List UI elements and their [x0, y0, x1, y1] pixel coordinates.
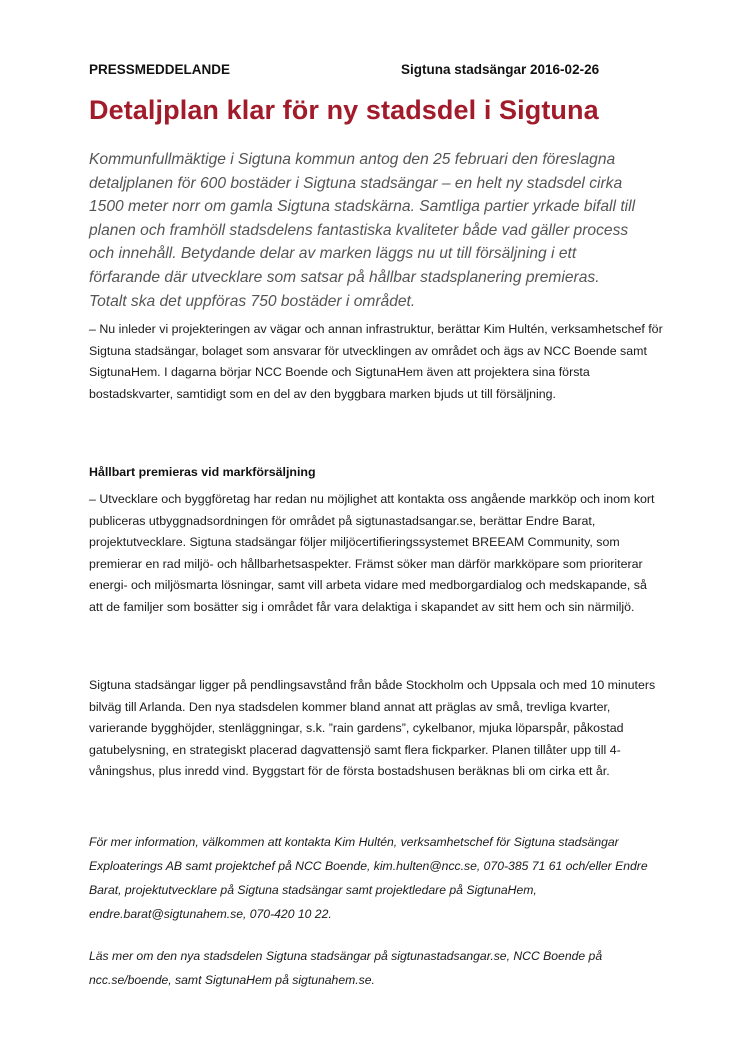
dateline: Sigtuna stadsängar 2016-02-26 [401, 62, 600, 77]
page-title: Detaljplan klar för ny stadsdel i Sigtuna [89, 95, 599, 125]
document-type-label: PRESSMEDDELANDE [89, 62, 231, 77]
contact-information: För mer information, välkommen att kontakta Kim Hultén, verksamhetschef för Sigtuna stadsängar Exploaterings AB samt projektchef på NCC Boende, kim.hulten@ncc.se, 070-385 71 61 och/eller Endre Barat, projektutvecklare på Sigtuna stadsängar samt projektledare på SigtunaHem, endre.barat@sigtunahem.se, 070-420 10 22. [89, 835, 648, 921]
read-more-links: Läs mer om den nya stadsdelen Sigtuna stadsängar på sigtunastadsangar.se, NCC Boende på ncc.se/boende, samt SigtunaHem på sigtunahem.se. [89, 949, 603, 987]
lead-paragraph: Kommunfullmäktige i Sigtuna kommun antog den 25 februari den föreslagna detaljplanen för 600 bostäder i Sigtuna stadsängar – en helt ny stadsdel cirka 1500 meter norr om gamla Sigtuna stadskärna. Samtliga partier yrkade bifall till planen och framhöll stadsdelens fantastiska kvaliteter både vad gäller process och innehåll. Betydande delar av marken läggs nu ut till försäljning i ett förfarande där utvecklare som satsar på hållbar stadsplanering premieras. Totalt ska det uppföras 750 bostäder i området. [89, 151, 636, 310]
header [89, 62, 669, 82]
section-subheading: Hållbart premieras vid markförsäljning [89, 465, 316, 479]
body-paragraph-3: Sigtuna stadsängar ligger på pendlingsavstånd från både Stockholm och Uppsala och med 10 minuters bilväg till Arlanda. Den nya stadsdelen kommer bland annat att präglas av små, trevliga kvarter, varierande bygghöjder, stenläggningar, s.k. ”rain gardens”, cykelbanor, mjuka löparspår, påkostad gatubelysning, en strategiskt placerad dagvattensjö samt flera fickparker. Planen tillåter upp till 4-våningshus, plus inredd vind. Byggstart för de första bostadshusen beräknas bli om cirka ett år. [89, 678, 656, 779]
body-paragraph-1: – Nu inleder vi projekteringen av vägar och annan infrastruktur, berättar Kim Hultén, verksamhetschef för Sigtuna stadsängar, bolaget som ansvarar för utvecklingen av området och ägs av NCC Boende samt SigtunaHem. I dagarna börjar NCC Boende och SigtunaHem även att projektera sina första bostadskvarter, samtidigt som en del av den byggbara marken bjuds ut till försäljning. [89, 322, 663, 401]
body-paragraph-2: – Utvecklare och byggföretag har redan nu möjlighet att kontakta oss angående markköp och inom kort publiceras utbyggnadsordningen för området på sigtunastadsangar.se, berättar Endre Barat, projektutvecklare. Sigtuna stadsängar följer miljöcertifieringssystemet BREEAM Community, som premierar en rad miljö- och hållbarhetsaspekter. Främst söker man därför markköpare som prioriterar energi- och miljösmarta lösningar, samt vill arbeta vidare med medborgardialog och medskapande, så att de familjer som bosätter sig i området får vara delaktiga i skapandet av sitt hem och sin närmiljö. [89, 492, 655, 614]
press-release-page [89, 62, 669, 987]
